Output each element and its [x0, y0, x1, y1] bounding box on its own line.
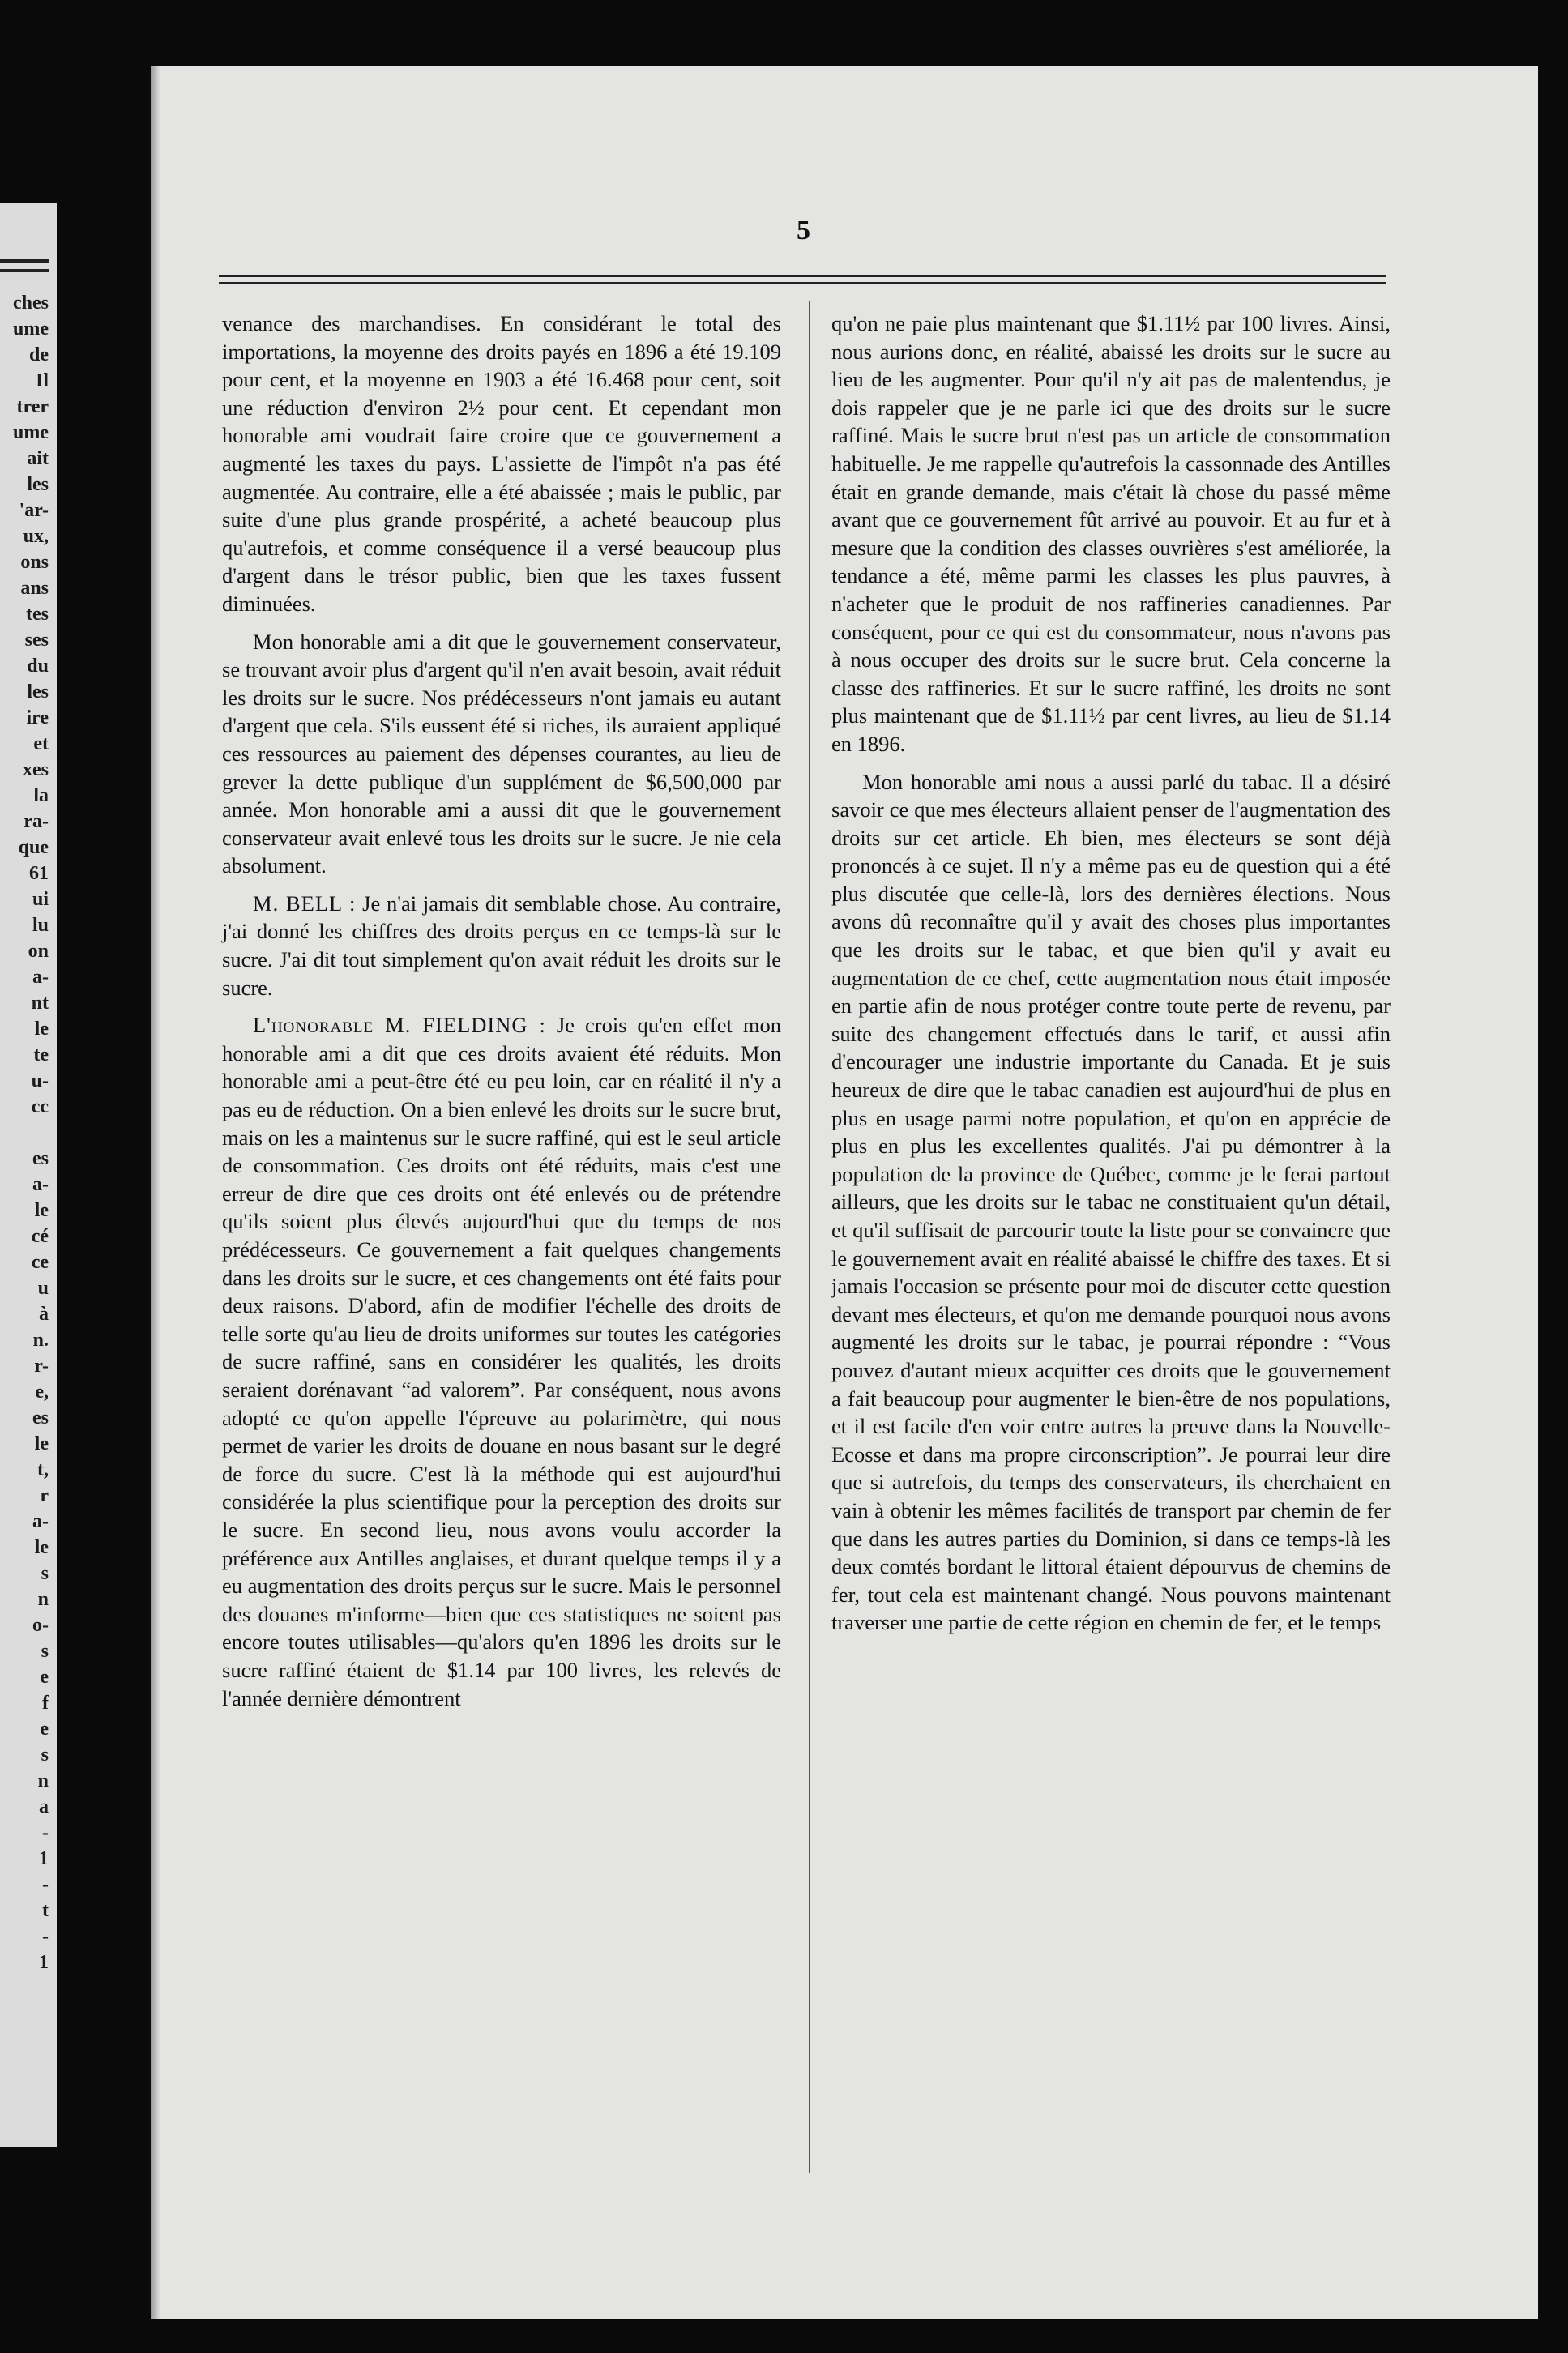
previous-page-fragment: -: [42, 1874, 49, 1895]
previous-page-fragment: du: [27, 656, 49, 677]
previous-page-fragment: r-: [34, 1356, 49, 1377]
speech-text: Je n'ai jamais dit semblable chose. Au contraire, j'ai donné les chiffres des droits perçus en ce temps-là sur le sucre. J'ai dit tout simplement qu'on avait réduit les droits sur le sucre.: [222, 890, 782, 1000]
page-number: 5: [797, 216, 810, 246]
paragraph: Mon honorable ami nous a aussi parlé du tabac. Il a désiré savoir ce que mes électeurs allaient penser de l'augmentation des droits sur cet article. Eh bien, mes électeurs se sont déjà prononcés à ce sujet. Il n'y a même pas eu de question qui a été plus discutée que celle-là, lors des dernières élections. Nous avons dû reconnaître qu'il y avait des choses plus importantes que les droits sur le tabac, et que bien qu'il y avait eu augmentation de ce chef, cette augmentation nous était imposée en partie afin de nous protéger contre toute perte de revenu, par suite des changement effectués dans le tarif, et aussi afin d'encourager une industrie importante du Canada. Et je suis heureux de dire que le tabac canadien est aujourd'hui de plus en plus en usage parmi notre population, et qu'on en apprécie de plus en plus les excellentes qualités. J'ai pu démontrer à la population de la province de Québec, comme je le ferai partout ailleurs, que les droits sur le tabac ne constituaient qu'un détail, et qu'il suffisait de parcourir toute la liste pour se convaincre que le gouvernement avait en réalité abaissé le chiffre des taxes. Et si jamais l'occasion se présente pour moi de discuter cette question devant mes électeurs, et qu'on me demande pourquoi nous avons augmenté les droits sur le tabac, je pourrai répondre : “Vous pouvez d'autant mieux acquitter ces droits que le gouvernement a fait beaucoup pour augmenter le bien-être de nos populations, et il est facile d'en voir entre autres la preuve dans la Nouvelle-Ecosse et dans ma propre circonscription”. Je pourrai leur dire que si autrefois, du temps des conservateurs, ils cherchaient en vain à obtenir les mêmes facilités de transport par chemin de fer que dans les autres parties du Dominion, si dans ce temps-là les deux comtés bordant le littoral étaient dépourvus de chemins de fer, tout cela est maintenant changé. Nous pouvons maintenant traverser une partie de cette région en chemin de fer, et le temps: [831, 769, 1391, 1635]
previous-page-fragment: a-: [32, 967, 49, 988]
previous-page-fragment: a-: [32, 1511, 49, 1532]
speech-bell: [222, 890, 781, 1001]
previous-page-rule: [0, 269, 49, 272]
previous-page-fragment: u-: [31, 1070, 49, 1091]
previous-page-fragment: n.: [32, 1330, 49, 1351]
previous-page-fragment: le: [34, 1433, 49, 1454]
previous-page-fragment: t,: [37, 1459, 49, 1480]
previous-page-fragment: s: [41, 1641, 49, 1662]
document-page: [151, 66, 1538, 2319]
previous-page-fragment: ra-: [23, 811, 49, 832]
header-rule: [219, 282, 1386, 284]
previous-page-fragment: e: [40, 1719, 49, 1740]
previous-page-fragment: cé: [31, 1226, 49, 1247]
previous-page-fragment: que: [18, 837, 49, 858]
previous-page-fragment: de: [29, 344, 49, 365]
previous-page-fragment: 61: [29, 863, 49, 884]
previous-page-fragment: on: [28, 941, 49, 962]
previous-page-fragment: ses: [24, 630, 49, 651]
page-gutter-shadow: [151, 66, 160, 2319]
speech-text: Je crois qu'en effet mon honorable ami a dit que ces droits avaient été réduits. Mon honorable ami a peut-être été eu peu loin, car en réalité il n'y a pas eu de réduction. On a bien enlevé les droits sur le sucre brut, mais on les a maintenus sur le sucre raffiné, qui est le seul article de consommation. Ces droits ont été réduits, mais c'est une erreur de dire que ces droits ont été enlevés ou de prétendre qu'ils soient plus élevés aujourd'hui que du temps de nos prédécesseurs. Ce gouvernement a fait quelques changements dans les droits sur le sucre, et ces changements ont été faits pour deux raisons. D'abord, afin de modifier l'échelle des droits de telle sorte qu'au lieu de droits uniformes sur toutes les catégories de sucre raffiné, sans en considérer les qualités, les droits seraient dorénavant “ad valorem”. Par conséquent, nous avons adopté ce qu'on appelle l'épreuve au polarimètre, qui nous permet de varier les droits de douane en nous basant sur le degré de force du sucre. C'est là la méthode qui est aujourd'hui considérée la plus scientifique pour la perception des droits sur le sucre. En second lieu, nous avons voulu accorder la préférence aux Antilles anglaises, et durant quelque temps il y a eu augmentation des droits perçus sur le sucre. Mais le personnel des douanes m'informe—bien que ces statistiques ne soient pas encore toutes utilisables—qu'alors qu'en 1896 les droits sur le sucre raffiné étaient de $1.14 par 100 livres, les relevés de l'année dernière démontrent: [222, 1013, 781, 1710]
previous-page-fragment: tes: [26, 604, 49, 625]
previous-page-fragment: 'ar-: [19, 500, 49, 521]
previous-page-rule: [0, 259, 49, 263]
previous-page-fragment: cc: [31, 1096, 49, 1117]
previous-page-fragment: ume: [13, 318, 49, 339]
previous-page-fragment: es: [32, 1148, 49, 1169]
previous-page-fragment: ux,: [23, 526, 49, 547]
previous-page-fragment: a-: [32, 1174, 49, 1195]
paragraph: venance des marchandises. En considérant le total des importations, la moyenne des droits payés en 1896 a été 19.109 pour cent, et la moyenne en 1903 a été 16.468 pour cent, soit une réduction d'environ 2½ pour cent. Et cependant mon honorable ami voudrait faire croire que ce gouvernement a augmenté les taxes du pays. L'assiette de l'impôt n'a pas été augmentée. Au contraire, elle a été abaissée ; mais le public, par suite d'une plus grande prospérité, a acheté beaucoup plus qu'autrefois, et comme conséquence il a versé beaucoup plus d'argent dans le trésor public, bien que les taxes fussent diminuées.: [222, 311, 781, 616]
previous-page-fragment: f: [42, 1693, 49, 1714]
previous-page-fragment: xes: [23, 759, 49, 780]
previous-page-fragment: 1: [39, 1848, 49, 1869]
previous-page-fragment: les: [27, 681, 49, 702]
header-rule: [219, 275, 1386, 277]
speaker-label: L'honorable M. FIELDING :: [253, 1013, 546, 1038]
previous-page-edge: [0, 203, 57, 2147]
previous-page-fragment: le: [34, 1537, 49, 1558]
previous-page-fragment: s: [41, 1563, 49, 1584]
previous-page-fragment: les: [27, 474, 49, 495]
previous-page-fragment: ait: [27, 448, 49, 469]
previous-page-fragment: es: [32, 1407, 49, 1428]
previous-page-fragment: ire: [26, 707, 49, 728]
previous-page-fragment: te: [33, 1044, 49, 1065]
previous-page-fragment: n: [37, 1589, 49, 1610]
previous-page-fragment: lu: [32, 915, 49, 936]
paragraph: qu'on ne paie plus maintenant que $1.11½ par 100 livres. Ainsi, nous aurions donc, en réalité, abaissé les droits sur le sucre au lieu de les augmenter. Pour qu'il n'y ait pas de malentendus, je dois rappeler que je ne parle ici que des droits sur le sucre raffiné. Mais le sucre brut n'est pas un article de consommation habituelle. Je me rappelle qu'autrefois la cassonnade des Antilles était en grande demande, mais c'était là chose du passé même avant que ce gouvernement fût arrivé au pouvoir. Et au fur et à mesure que la condition des classes ouvrières s'est améliorée, la tendance a été, même parmi les classes les plus pauvres, à n'acheter que le produit de nos raffineries canadiennes. Par conséquent, pour ce qui est du consommateur, nous n'avons pas à nous occuper des droits sur le sucre brut. Cela concerne la classe des raffineries. Et sur le sucre raffiné, les droits ne sont plus maintenant que de $1.11½ par cent livres, au lieu de $1.14 en 1896.: [831, 311, 1391, 756]
previous-page-fragment: 1: [39, 1952, 49, 1973]
previous-page-fragment: a: [39, 1796, 49, 1817]
previous-page-fragment: o-: [32, 1615, 49, 1636]
previous-page-fragment: ons: [20, 552, 49, 573]
speaker-label: M. BELL :: [253, 890, 357, 916]
previous-page-fragment: s: [41, 1744, 49, 1766]
previous-page-fragment: -: [42, 1926, 49, 1947]
previous-page-fragment: Il: [35, 370, 49, 391]
previous-page-fragment: à: [39, 1304, 49, 1325]
previous-page-fragment: r: [40, 1485, 49, 1506]
previous-page-fragment: la: [33, 785, 49, 806]
previous-page-fragment: ume: [13, 422, 49, 443]
previous-page-fragment: n: [37, 1770, 49, 1791]
previous-page-fragment: ce: [31, 1252, 49, 1273]
right-column: [831, 310, 1391, 1646]
previous-page-fragment: et: [33, 733, 49, 754]
previous-page-fragment: t: [42, 1900, 49, 1921]
previous-page-fragment: ui: [32, 889, 49, 910]
paragraph: Mon honorable ami a dit que le gouvernement conservateur, se trouvant avoir plus d'argent qu'il n'en avait besoin, avait réduit les droits sur le sucre. Nos prédécesseurs n'ont jamais eu autant d'argent que cela. S'ils eussent été si riches, ils auraient appliqué ces ressources au paiement des dépenses courantes, au lieu de grever la dette publique d'un supplément de $6,500,000 par année. Mon honorable ami a aussi dit que le gouvernement conservateur avait enlevé tous les droits sur le sucre. Je nie cela absolument.: [222, 629, 781, 878]
speech-fielding: [222, 1011, 781, 1712]
previous-page-fragment: le: [34, 1018, 49, 1040]
previous-page-fragment: trer: [16, 396, 49, 417]
previous-page-fragment: le: [34, 1200, 49, 1221]
previous-page-fragment: ches: [13, 293, 49, 314]
previous-page-fragment: u: [37, 1278, 49, 1299]
left-column: [222, 310, 781, 1722]
previous-page-fragment: nt: [31, 993, 49, 1014]
previous-page-fragment: e,: [35, 1381, 49, 1403]
previous-page-fragment: e: [40, 1667, 49, 1688]
column-divider: [809, 301, 810, 2173]
previous-page-fragment: -: [42, 1822, 49, 1843]
previous-page-fragment: ans: [20, 578, 49, 599]
